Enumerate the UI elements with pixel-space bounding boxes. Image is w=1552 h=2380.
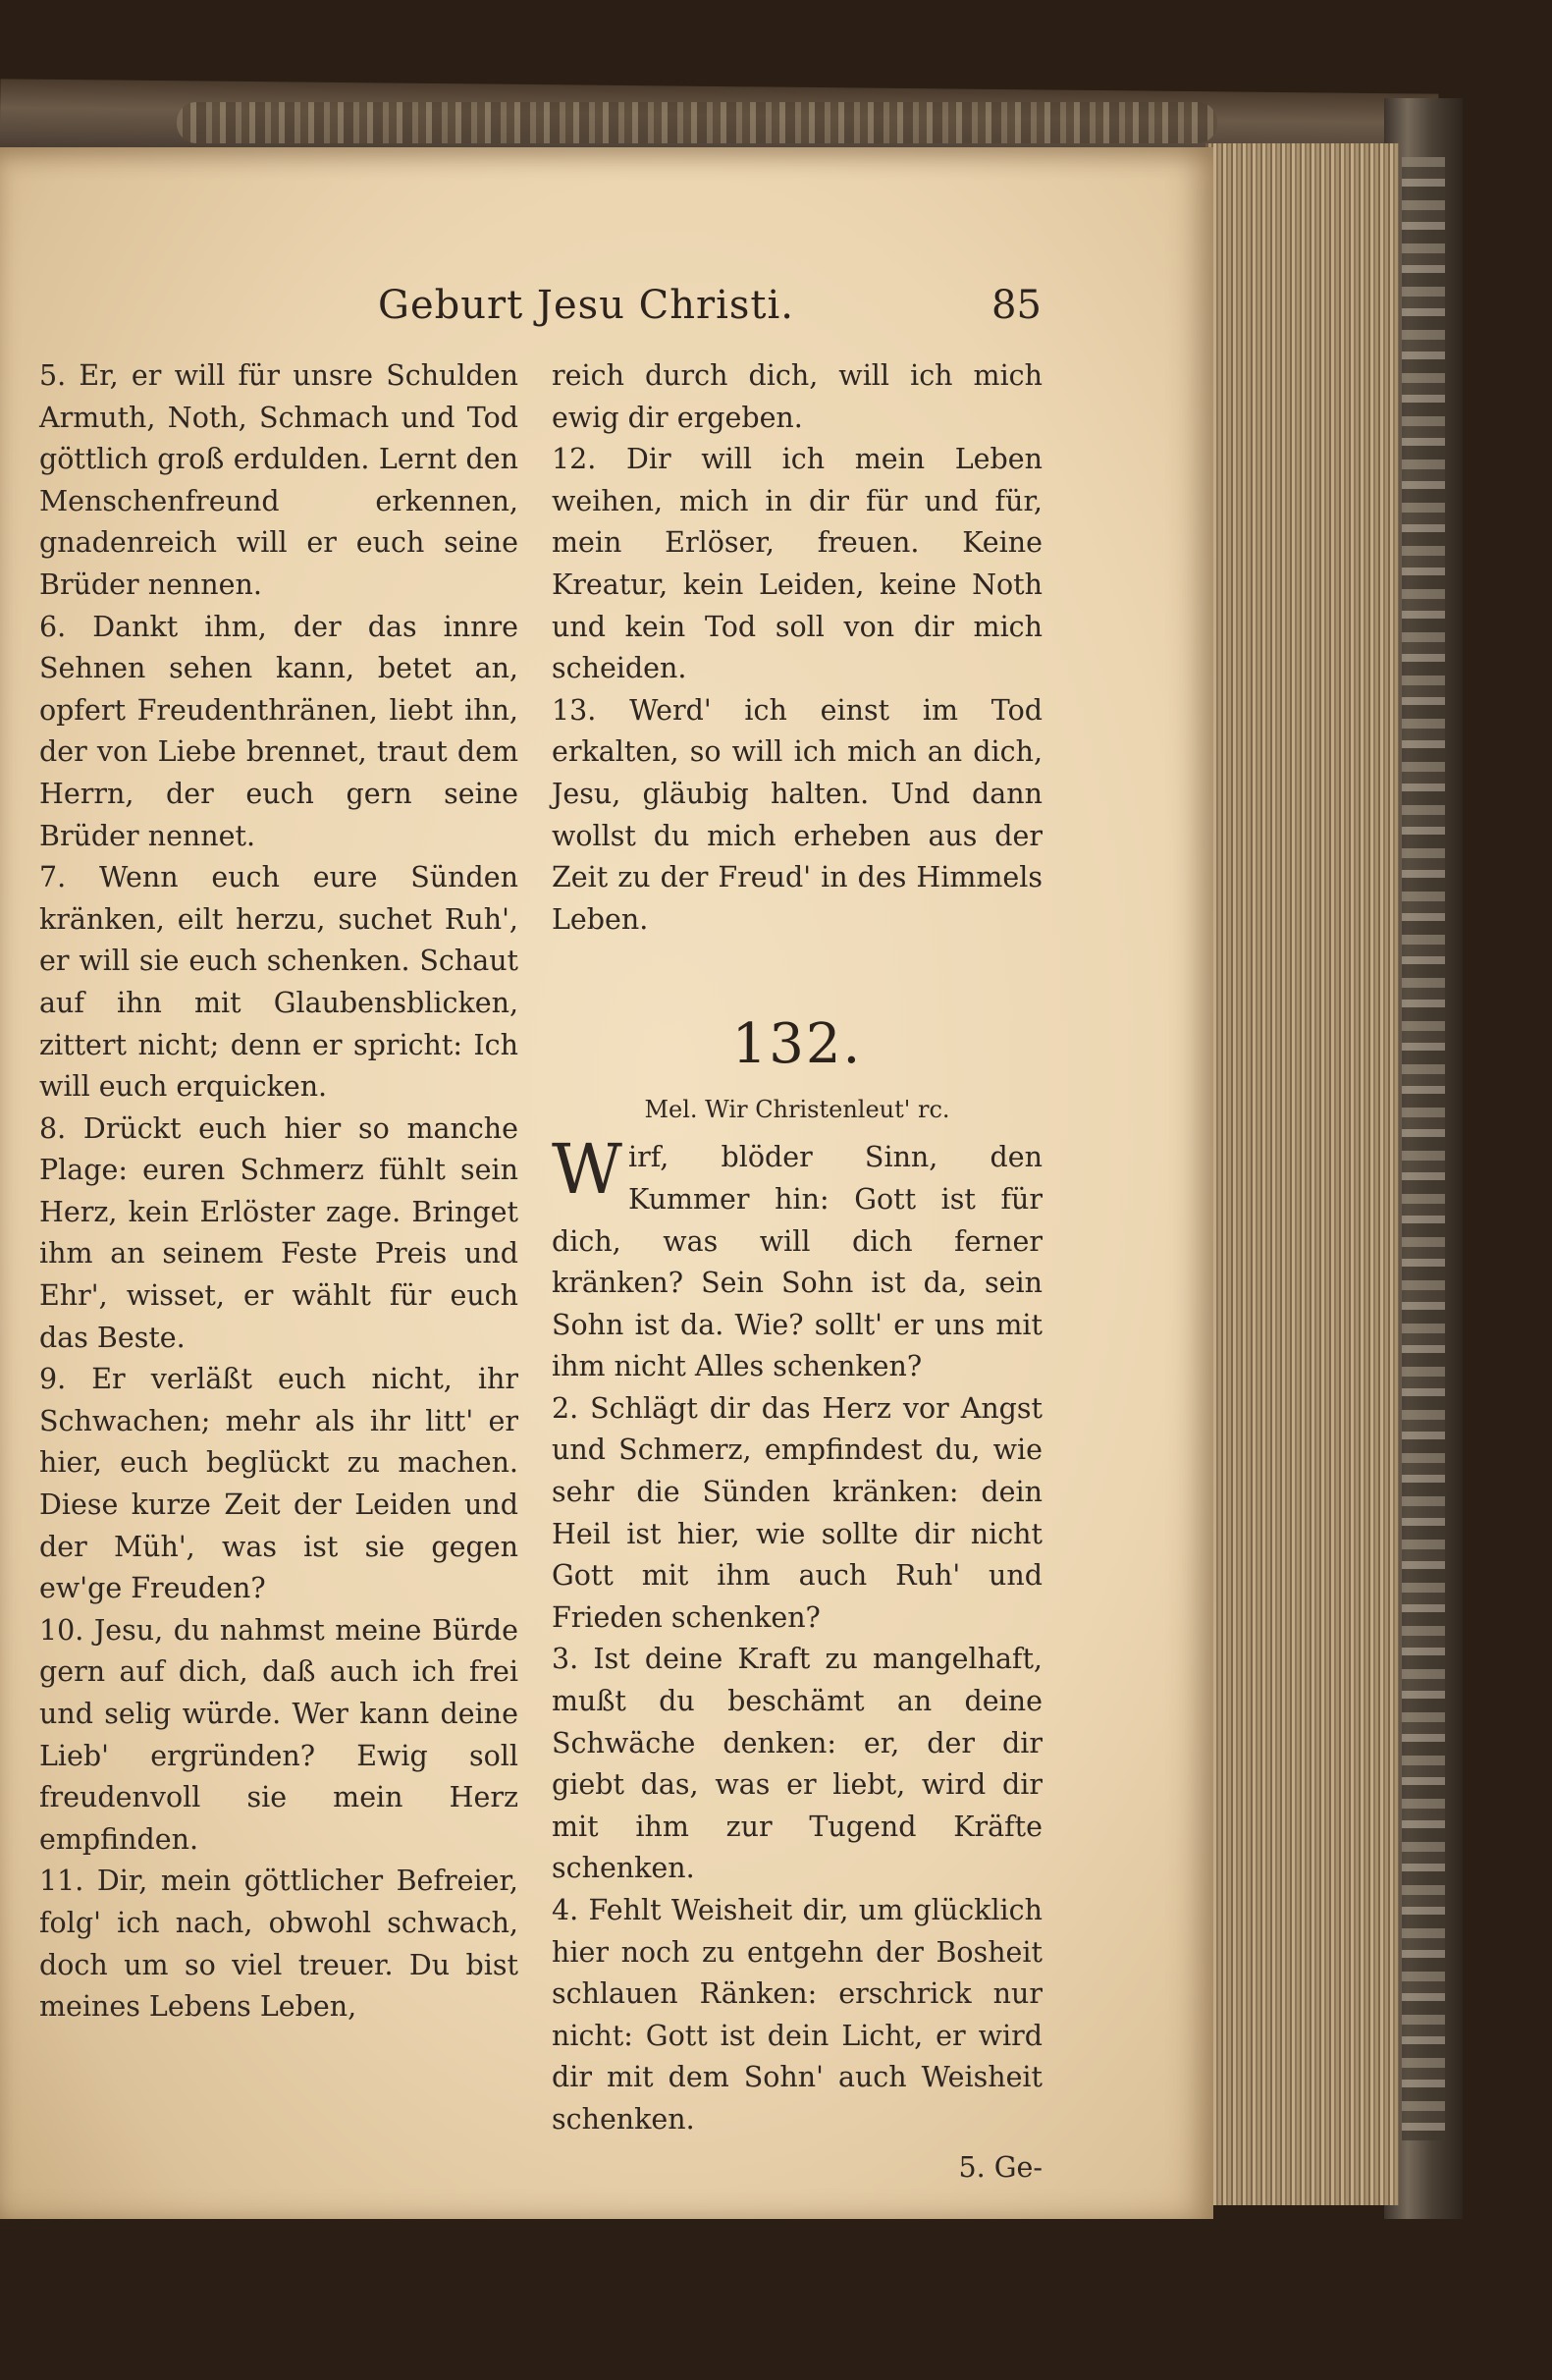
- hymn-verse-2: 2. Schlägt dir das Herz vor Angst und Schmerz, empfindest du, wie sehr die Sünden kränken: dein Heil ist hier, wie sollte dir nicht Gott mit ihm auch Ruh' und Frieden schenken?: [552, 1391, 1043, 1634]
- hymn-verse-3: 3. Ist deine Kraft zu mangelhaft, mußt du beschämt an deine Schwäche denken: er, der dir giebt das, was er liebt, wird dir mit ihm zur Tugend Kräfte schenken.: [552, 1643, 1043, 1885]
- hymn-verse-4: 4. Fehlt Weisheit dir, um glücklich hier noch zu entgehn der Bosheit schlauen Ränken: erschrick nur nicht: Gott ist dein Licht, er wird dir mit dem Sohn' auch Weisheit schenken.: [552, 1894, 1043, 2136]
- spine-ornament: [1402, 157, 1445, 2140]
- page-edges: [1205, 143, 1399, 2205]
- drop-cap: W: [552, 1129, 622, 1211]
- verse-7: 7. Wenn euch eure Sünden kränken, eilt herzu, suchet Ruh', er will sie euch schenken. Schaut auf ihn mit Glaubensblicken, zittert nicht; denn er spricht: Ich will euch erquicken.: [39, 861, 518, 1104]
- verse-8: 8. Drückt euch hier so manche Plage: euren Schmerz fühlt sein Herz, kein Erlöster zage. Bringet ihm an seinem Feste Preis und Ehr', wisset, er wählt für euch das Beste.: [39, 1111, 518, 1354]
- verse-11: 11. Dir, mein göttlicher Befreier, folg' ich nach, obwohl schwach, doch um so viel treuer. Du bist meines Lebens Leben,: [39, 1865, 518, 2024]
- right-column: [552, 355, 1043, 2189]
- hymn-verse-1: [552, 1129, 1043, 1388]
- page-number: 85: [991, 283, 1042, 328]
- running-header-title: Geburt Jesu Christi.: [378, 283, 795, 328]
- verse-13: 13. Werd' ich einst im Tod erkalten, so will ich mich an dich, Jesu, gläubig halten. Und dann wollst du mich erheben aus der Zeit zu der Freud' in des Himmels Leben.: [552, 693, 1043, 936]
- binding-ornament: [177, 102, 1217, 143]
- verse-5: 5. Er, er will für unsre Schulden Armuth, Noth, Schmach und Tod göttlich groß erdulden. Lernt den Menschenfreund erkennen, gnadenreich will er euch seine Brüder nennen.: [39, 359, 518, 601]
- hymn-verse-1-text: irf, blöder Sinn, den Kummer hin: Gott ist für dich, was will dich ferner kränken? Sein Sohn ist da, sein Sohn ist da. Wie? sollt' er uns mit ihm nicht Alles schenken?: [552, 1141, 1043, 1383]
- verse-6: 6. Dankt ihm, der das innre Sehnen sehen kann, betet an, opfert Freudenthränen, liebt ihn, der von Liebe brennet, traut dem Herrn, der euch gern seine Brüder nennet.: [39, 610, 518, 852]
- hymn-number: 132.: [731, 1012, 863, 1077]
- verse-12: 12. Dir will ich mein Leben weihen, mich in dir für und für, mein Erlöser, freuen. Keine Kreatur, kein Leiden, keine Noth und kein Tod soll von dir mich scheiden.: [552, 443, 1043, 685]
- catchword: 5. Ge-: [958, 2150, 1043, 2184]
- verse-9: 9. Er verläßt euch nicht, ihr Schwachen; mehr als ihr litt' er hier, euch beglückt zu machen. Diese kurze Zeit der Leiden und der Müh', was ist sie gegen ew'ge Freuden?: [39, 1363, 518, 1605]
- verse-11-continued: reich durch dich, will ich mich ewig dir ergeben.: [552, 359, 1043, 434]
- left-column: [39, 355, 518, 2028]
- melody-line: Mel. Wir Christenleut' rc.: [644, 1096, 950, 1124]
- verse-10: 10. Jesu, du nahmst meine Bürde gern auf dich, daß auch ich frei und selig würde. Wer kann deine Lieb' ergründen? Ewig soll freudenvoll sie mein Herz empfinden.: [39, 1613, 518, 1856]
